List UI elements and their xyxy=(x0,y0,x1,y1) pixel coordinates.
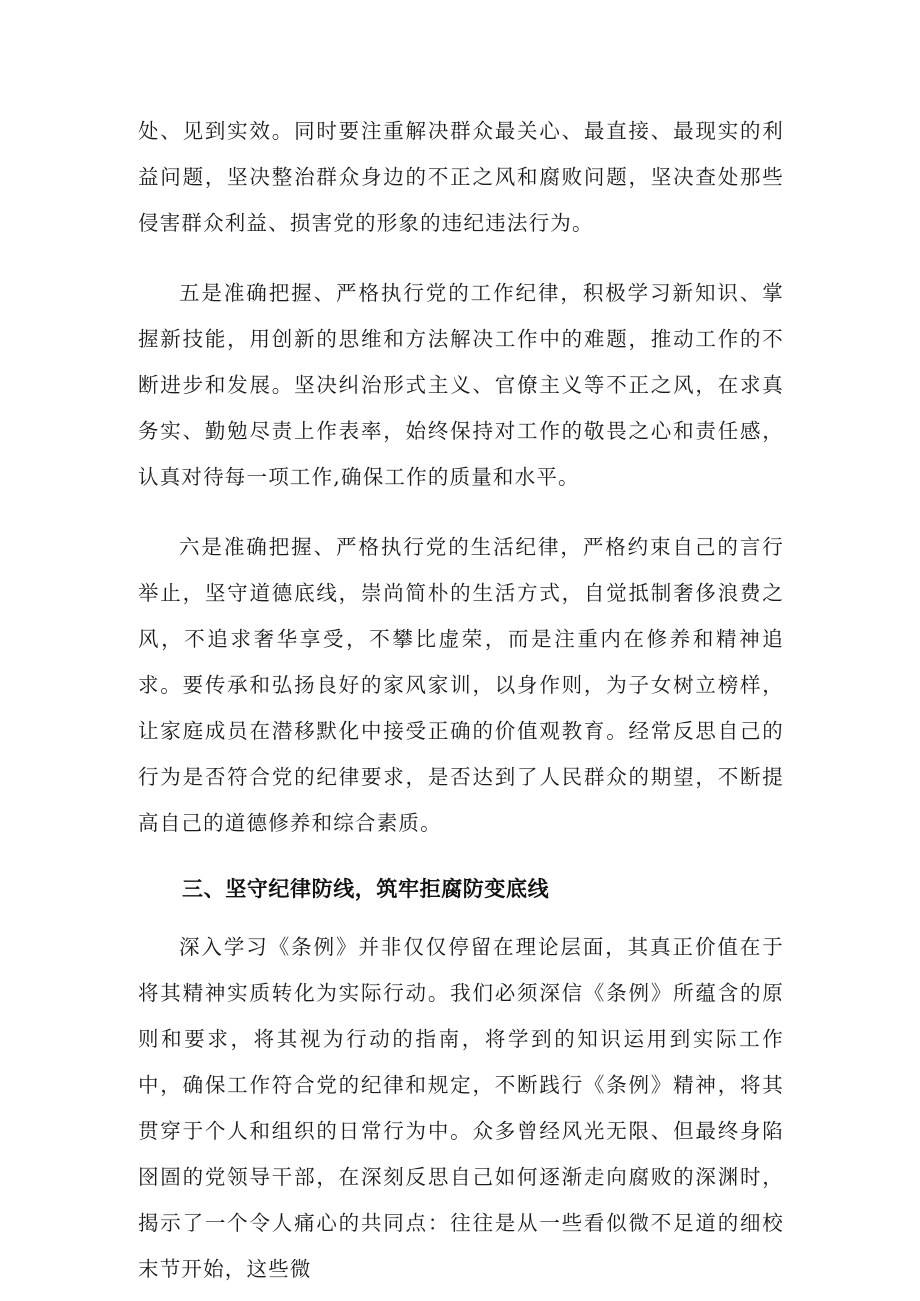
document-body xyxy=(138,108,784,1292)
heading-spacer xyxy=(138,846,784,866)
paragraph-spacer xyxy=(138,246,784,270)
section-heading: 三、坚守纪律防线，筑牢拒腐防变底线 xyxy=(182,877,550,901)
paragraph-work-discipline: 五是准确把握、严格执行党的工作纪律，积极学习新知识、掌握新技能，用创新的思维和方法解决工作中的难题，推动工作的不断进步和发展。坚决纠治形式主义、官僚主义等不正之风，在求真务实、勤勉尽责上作表率，始终保持对工作的敬畏之心和责任感，认真对待每一项工作,确保工作的质量和水平。 xyxy=(138,281,784,489)
paragraph-section-body: 深入学习《条例》并非仅仅停留在理论层面，其真正价值在于将其精神实质转化为实际行动。我们必须深信《条例》所蕴含的原则和要求，将其视为行动的指南，将学到的知识运用到实际工作中，确保工作符合党的纪律和规定，不断践行《条例》精神，将其贯穿于个人和组织的日常行为中。众多曾经风光无限、但最终身陷囹圄的党领导干部，在深刻反思自己如何逐渐走向腐败的深渊时，揭示了一个令人痛心的共同点：往往是从一些看似微不足道的细校末节开始，这些微 xyxy=(138,935,784,1281)
paragraph-life-discipline: 六是准确把握、严格执行党的生活纪律，严格约束自己的言行举止，坚守道德底线，崇尚简朴的生活方式，自觉抵制奢侈浪费之风，不追求奢华享受，不攀比虚荣，而是注重内在修养和精神追求。要传承和弘扬良好的家风家训，以身作则，为子女树立榜样，让家庭成员在潜移默化中接受正确的价值观教育。经常反思自己的行为是否符合党的纪律要求，是否达到了人民群众的期望，不断提高自己的道德修养和综合素质。 xyxy=(138,535,784,835)
paragraph-continued: 处、见到实效。同时要注重解决群众最关心、最直接、最现实的利益问题，坚决整治群众身边的不正之风和腐败问题，坚决查处那些侵害群众利益、损害党的形象的违纪违法行为。 xyxy=(138,119,784,235)
paragraph-spacer xyxy=(138,500,784,524)
heading-spacer xyxy=(138,912,784,924)
